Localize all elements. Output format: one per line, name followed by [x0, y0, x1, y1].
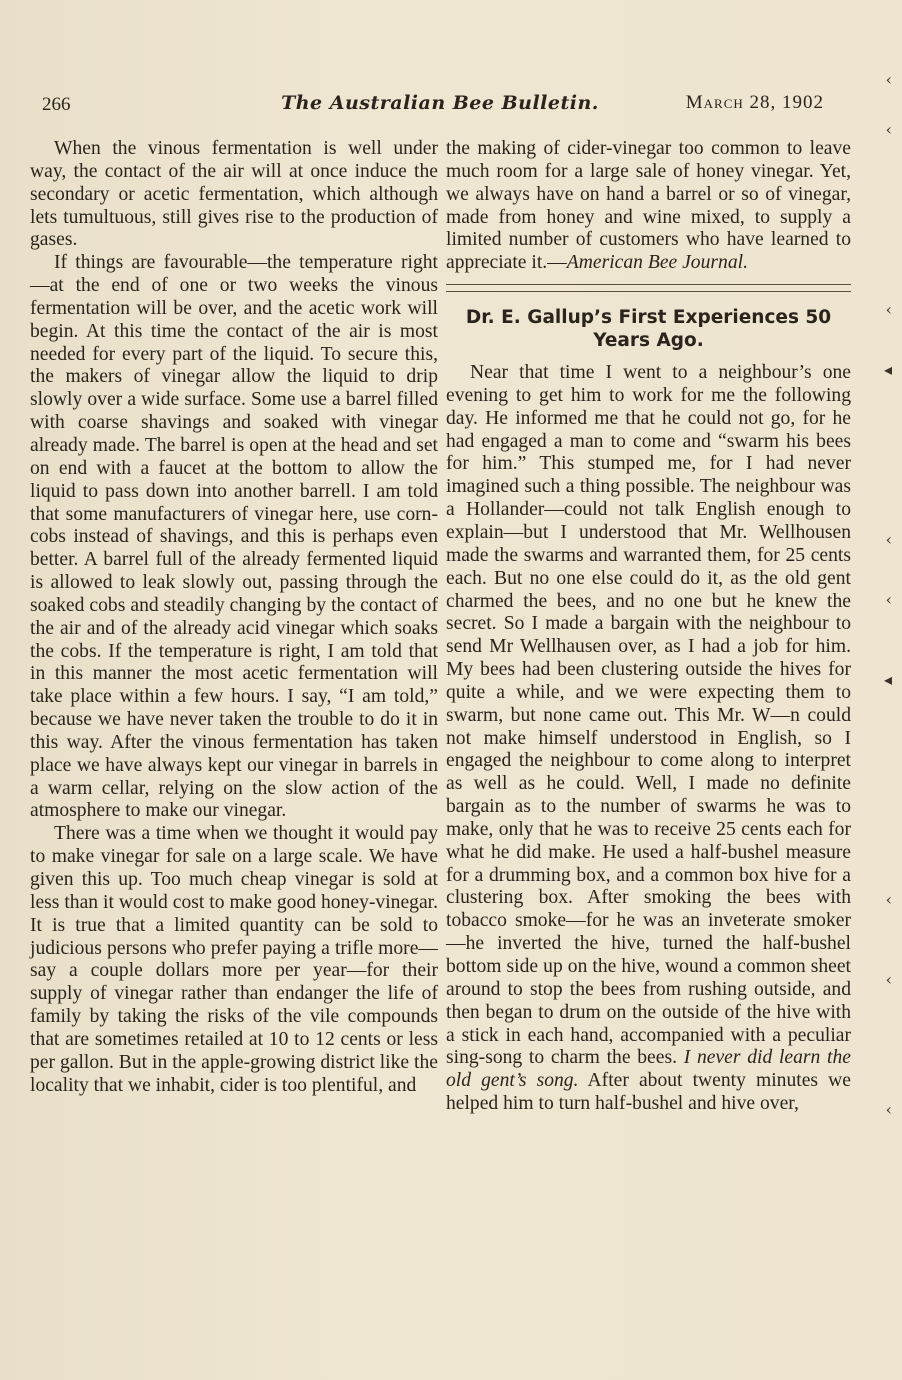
- left-paragraph-3: There was a time when we thought it would pay to make vinegar for sale on a large scale. We have given this up. Too much cheap vinegar is sold at less than it would cost to make good honey-vinegar. It is true that a limited quantity can be sold to judicious persons who prefer paying a trifle more—say a couple dollars more per year—for their supply of vinegar rather than endanger the life of family by taking the risks of the vile compounds that are sometimes retailed at 10 to 12 cents or less per gallon. But in the apple-growing district like the locality that we inhabit, cider is too plentiful, and: [30, 823, 438, 1096]
- italic-remark: I never did learn the old gent’s song.: [446, 1047, 851, 1092]
- right-paragraph-2: [446, 362, 851, 1116]
- left-paragraph-1: When the vinous fermentation is well under way, the contact of the air will at once induce the secondary or acetic fermentation, which although lets tumultuous, still gives rise to the production of gases.: [30, 138, 438, 251]
- right-column: [446, 138, 851, 1116]
- left-paragraph-2: If things are favourable—the temperature right—at the end of one or two weeks the vinous fermentation will be over, and the acetic work will begin. At this time the contact of the air is most needed for every part of the liquid. To secure this, the makers of vinegar allow the liquid to drip slowly over a wide surface. Some use a barrel filled with coarse shavings and soaked with vinegar already made. The barrel is open at the head and set on end with a faucet at the bottom to allow the liquid to pass down into another barrell. I am told that some manufacturers of vinegar here, use corn-cobs instead of shavings, and this is perhaps even better. A barrel full of the already fermented liquid is allowed to leak slowly out, passing through the soaked cobs and steadily changing by the contact of the air and of the already acid vinegar which soaks the cobs. If the temperature is right, I am told that in this manner the most acetic fermentation will take place within a few hours. I say, “I am told,” because we have never taken the trouble to do it in this way. After the vinous fermentation has taken place we have always kept our vinegar in barrels in a warm cellar, relying on the slow action of the atmosphere to make our vinegar.: [30, 252, 438, 822]
- journal-title: The Australian Bee Bulletin.: [281, 92, 599, 114]
- right-paragraph-2-end: After about twenty minutes we helped him to turn half-bushel and hive over,: [446, 1070, 851, 1115]
- margin-scan-marks: ‹ ‹ ‹ ◂ ‹ ‹ ◂ ‹ ‹ ‹: [883, 70, 892, 1119]
- article-heading: Dr. E. Gallup’s First Experiences 50 Years Ago.: [465, 307, 832, 352]
- section-divider: [446, 284, 851, 292]
- right-paragraph-1-text: the making of cider-vinegar too common to leave much room for a large sale of honey vinegar. Yet, we always have on hand a barrel or so of vinegar, made from honey and wine mixed, to supply a limited number of customers who have learned to appreciate it.—: [446, 138, 851, 274]
- left-column: [30, 138, 438, 1097]
- right-paragraph-2-text: Near that time I went to a neighbour’s one evening to get him to work for me the following day. He informed me that he could not go, for he had engaged a man to come and “swarm his bees for him.” This stumped me, for I had never imagined such a thing possible. The neighbour was a Hollander—could not talk English enough to explain—but I understood that Mr. Wellhousen made the swarms and warranted them, for 25 cents each. But no one else could do it, as the old gent charmed the bees, and no one but he knew the secret. So I made a bargain with the neighbour to send Mr Wellhausen over, as I had a job for him. My bees had been clustering outside the hives for quite a while, and we were expecting them to swarm, but none came out. This Mr. W—n could not make himself understood in English, so I engaged the neighbour to come along to interpret as well as he could. Well, I made no definite bargain as to the number of swarms he was to make, only that he was to receive 25 cents each for what he did make. He used a half-bushel measure for a drumming box, and a common box hive for a clustering box. After smoking the bees with tobacco smoke—for he was an inveterate smoker—he inverted the hive, turned the half-bushel bottom side up on the hive, wound a common sheet around to stop the bees from rushing outside, and then began to drum on the outside of the hive with a stick in each hand, accompanied with a peculiar sing-song to charm the bees.: [446, 362, 851, 1069]
- running-header: [30, 90, 850, 120]
- source-citation: American Bee Journal.: [566, 252, 748, 274]
- issue-date: March 28, 1902: [685, 92, 824, 113]
- page-number: 266: [42, 94, 71, 115]
- right-paragraph-1: [446, 138, 851, 275]
